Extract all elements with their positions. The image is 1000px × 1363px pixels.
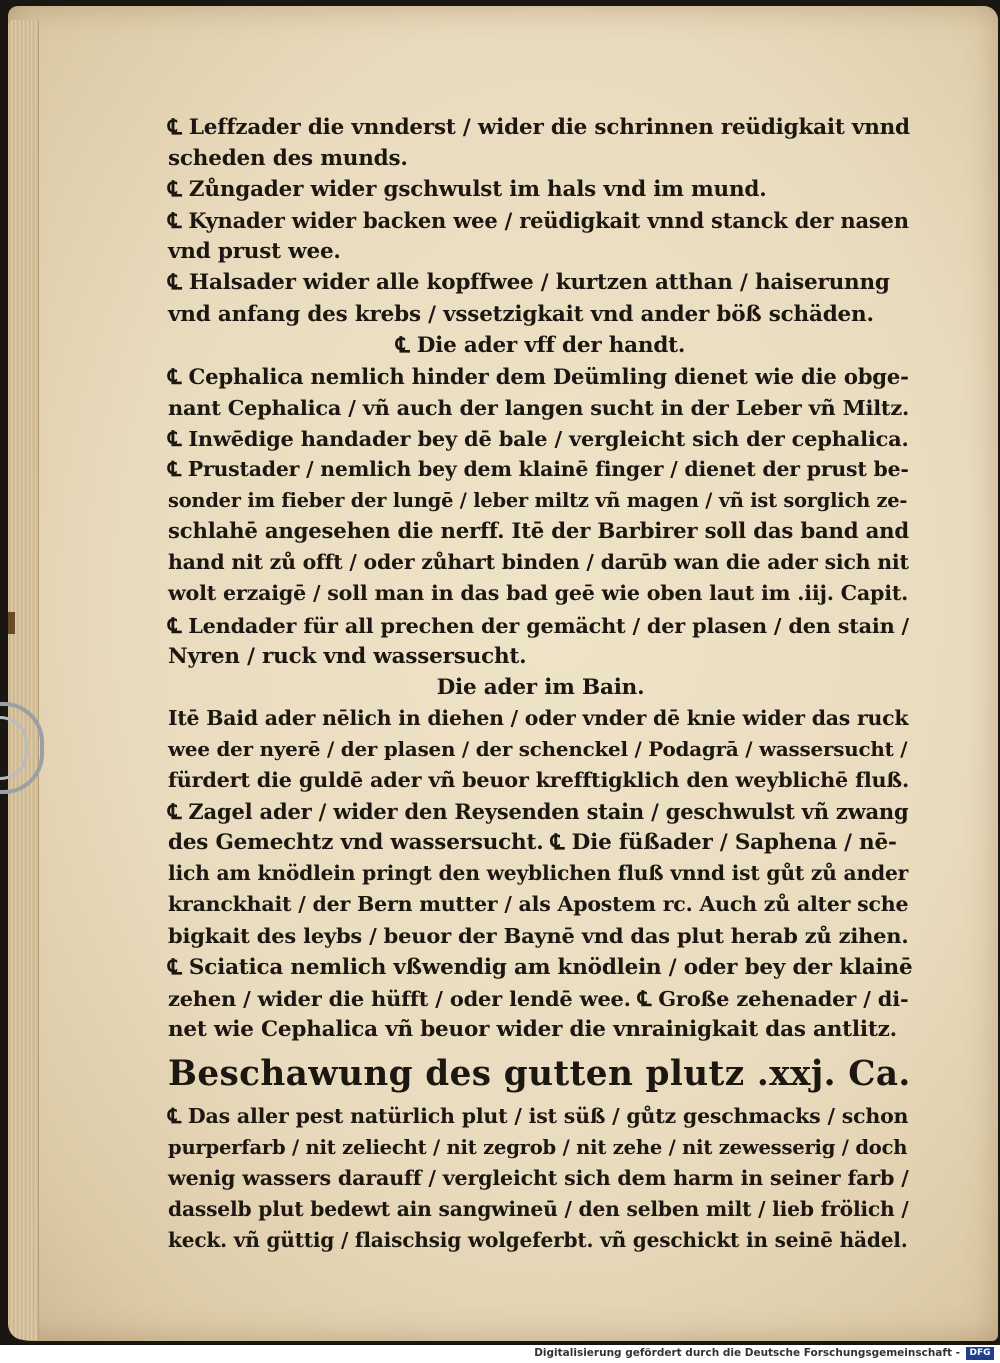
text-line: kranckhait / der Bern mutter / als Apostem rc. Auch zů alter sche bbox=[168, 892, 909, 917]
footer-bar bbox=[0, 1345, 1000, 1363]
text-line: schlahē angesehen die nerff. Itē der Barbirer soll das band and bbox=[168, 519, 909, 545]
text-line: ℄ Zůngader wider gschwulst im hals vnd im mund. bbox=[168, 177, 767, 203]
text-line: ℄ Sciatica nemlich vßwendig am knödlein / oder bey der klainē bbox=[168, 954, 913, 980]
chapter-heading: Beschawung des gutten plutz .xxj. Ca. bbox=[168, 1053, 911, 1094]
page-edges bbox=[8, 20, 39, 1340]
text-line: ℄ Inwēdige handader bey dē bale / vergleicht sich der cephalica. bbox=[168, 425, 909, 451]
text-line: ℄ Das aller pest natürlich plut / ist süß / gůtz geschmacks / schon bbox=[168, 1103, 909, 1128]
text-line: Nyren / ruck vnd wassersucht. bbox=[168, 643, 527, 669]
footer-credit: Digitalisierung gefördert durch die Deutsche Forschungsgemeinschaft - bbox=[534, 1347, 960, 1359]
page-text bbox=[168, 112, 913, 1256]
text-line: hand nit zů offt / oder zůhart binden / darūb wan die ader sich nit bbox=[168, 550, 909, 575]
text-line: bigkait des leybs / beuor der Baynē vnd das plut herab zů zihen. bbox=[168, 923, 909, 949]
text-line: keck. vñ güttig / flaischsig wolgeferbt. vñ geschickt in seinē hädel. bbox=[168, 1228, 908, 1253]
text-line: zehen / wider die hüfft / oder lendē wee. ℄ Große zehenader / di- bbox=[168, 985, 909, 1011]
text-line: lich am knödlein pringt den weyblichen fluß vnnd ist gůt zů ander bbox=[168, 861, 909, 886]
text-line: sonder im fieber der lungē / leber miltz vñ magen / vñ ist sorglich ze- bbox=[168, 489, 908, 513]
text-line: des Gemechtz vnd wassersucht. ℄ Die füßader / Saphena / nē- bbox=[168, 830, 897, 856]
text-line: ℄ Lendader für all prechen der gemächt / der plasen / den stain / bbox=[168, 612, 909, 638]
text-line: vnd prust wee. bbox=[168, 239, 341, 265]
text-line: nant Cephalica / vñ auch der langen sucht in der Leber vñ Miltz. bbox=[168, 394, 910, 420]
text-line: ℄ Cephalica nemlich hinder dem Deümling dienet wie die obge- bbox=[168, 363, 909, 389]
text-line: ℄ Kynader wider backen wee / reüdigkait vnnd stanck der nasen bbox=[168, 208, 909, 234]
dfg-logo-icon[interactable]: DFG bbox=[966, 1347, 994, 1360]
text-line: wenig wassers darauff / vergleicht sich dem harm in seiner farb / bbox=[168, 1166, 909, 1190]
text-line: fürdert die guldē ader vñ beuor krefftigklich den weyblichē fluß. bbox=[168, 767, 909, 792]
text-line: wee der nyerē / der plasen / der schenckel / Podagrā / wassersucht / bbox=[168, 736, 908, 761]
text-line: purperfarb / nit zeliecht / nit zegrob / nit zehe / nit zewesserig / doch bbox=[168, 1135, 908, 1159]
text-line: vnd anfang des krebs / vssetzigkait vnd ander böß schäden. bbox=[168, 301, 874, 327]
text-line: ℄ Leffzader die vnnderst / wider die schrinnen reüdigkait vnnd bbox=[168, 115, 910, 140]
text-line: wolt erzaigē / soll man in das bad geē wie oben laut im .iij. Capit. bbox=[168, 581, 909, 606]
text-line: net wie Cephalica vñ beuor wider die vnrainigkait das antlitz. bbox=[168, 1016, 897, 1042]
text-line: scheden des munds. bbox=[168, 146, 408, 172]
section-subheading: ℄ Die ader vff der handt. bbox=[395, 332, 686, 358]
section-subheading: Die ader im Bain. bbox=[436, 674, 645, 700]
bookmark-tab bbox=[8, 612, 15, 634]
text-line: ℄ Prustader / nemlich bey dem klainē finger / dienet der prust be- bbox=[168, 457, 909, 482]
text-line: Itē Baid ader nēlich in diehen / oder vnder dē knie wider das ruck bbox=[168, 705, 909, 730]
text-line: ℄ Zagel ader / wider den Reysenden stain / geschwulst vñ zwang bbox=[168, 799, 909, 825]
text-line: ℄ Halsader wider alle kopffwee / kurtzen atthan / haiserunng bbox=[168, 270, 890, 296]
text-line: dasselb plut bedewt ain sangwineū / den selben milt / lieb frölich / bbox=[168, 1197, 909, 1222]
